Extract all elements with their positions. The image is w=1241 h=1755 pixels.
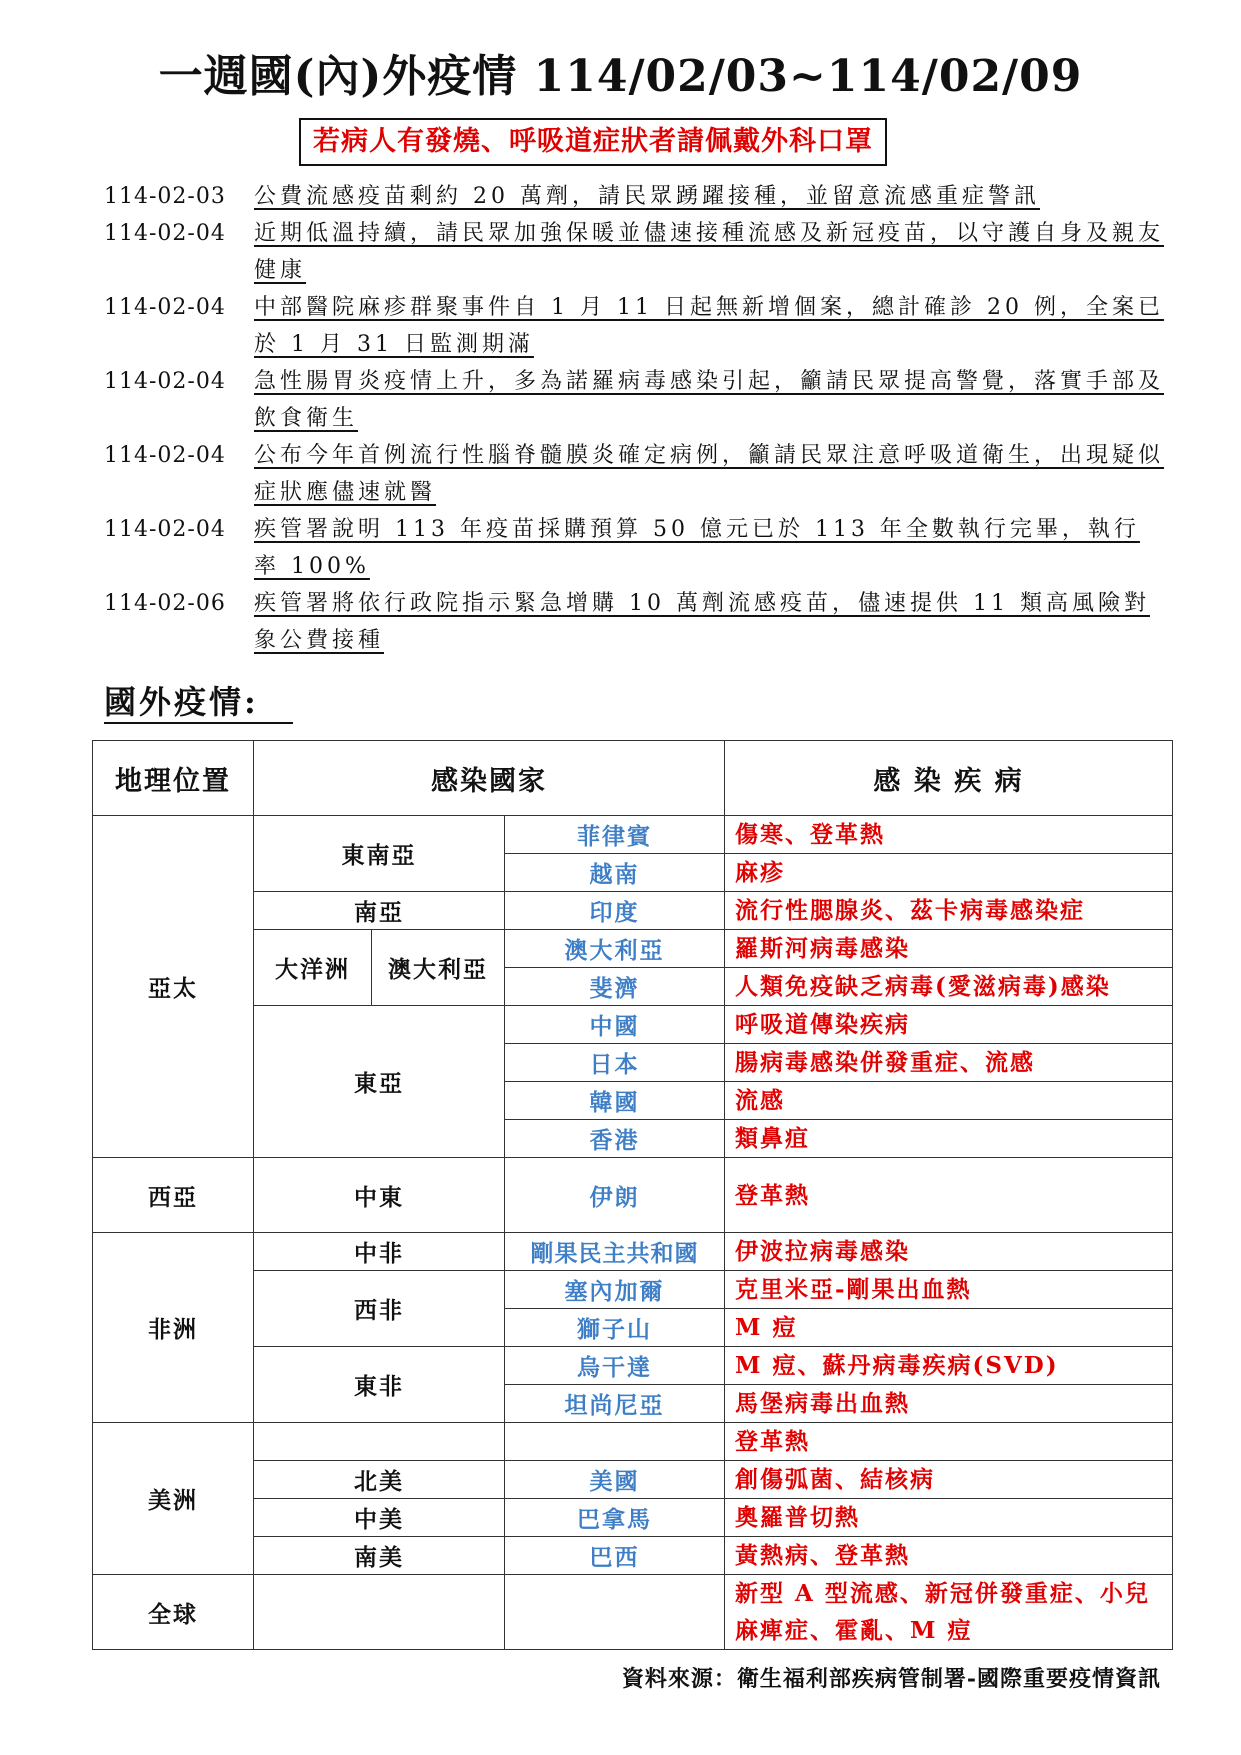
table-row [93,1423,1173,1461]
header-location: 地理位置 [93,741,254,816]
country-cell: 塞內加爾 [505,1271,725,1309]
news-text[interactable]: 急性腸胃炎疫情上升，多為諾羅病毒感染引起，籲請民眾提高警覺，落實手部及飲食衛生 [254,369,1165,431]
disease-cell: 傷寒、登革熱 [725,816,1173,854]
news-item [104,363,1164,437]
foreign-epidemic-table [92,740,1173,1650]
country-cell: 菲律賓 [505,816,725,854]
subregion-cell: 中東 [254,1158,505,1233]
header-disease: 感 染 疾 病 [725,741,1173,816]
disease-cell: 馬堡病毒出血熱 [725,1385,1173,1423]
subregion-cell [254,1423,505,1461]
table-header-row [93,741,1173,816]
disease-cell: 流感 [725,1082,1173,1120]
country-cell: 印度 [505,892,725,930]
region-cell: 亞太 [93,816,254,1158]
news-text[interactable]: 疾管署說明 113 年疫苗採購預算 50 億元已於 113 年全數執行完畢，執行率 100% [254,517,1140,579]
subregion-cell: 中美 [254,1499,505,1537]
subregion-cell [254,1575,505,1650]
region-cell: 西亞 [93,1158,254,1233]
country-cell: 伊朗 [505,1158,725,1233]
news-item [104,511,1164,585]
disease-cell: 腸病毒感染併發重症、流感 [725,1044,1173,1082]
country-cell: 剛果民主共和國 [505,1233,725,1271]
domestic-news-list [104,178,1164,659]
table-row [93,1006,1173,1044]
country-cell [505,1423,725,1461]
disease-cell: 登革熱 [725,1423,1173,1461]
country-cell: 日本 [505,1044,725,1082]
country-cell [505,1575,725,1650]
disease-cell: 人類免疫缺乏病毒(愛滋病毒)感染 [725,968,1173,1006]
page-title: 一週國(內)外疫情 114/02/03~114/02/09 [158,51,1083,102]
region-cell: 美洲 [93,1423,254,1575]
news-text[interactable]: 疾管署將依行政院指示緊急增購 10 萬劑流感疫苗，儘速提供 11 類高風險對象公費接種 [254,591,1150,653]
country-cell: 坦尚尼亞 [505,1385,725,1423]
disease-cell: 登革熱 [725,1158,1173,1233]
news-date: 114-02-04 [104,369,226,394]
country-cell: 烏干達 [505,1347,725,1385]
table-row [93,1499,1173,1537]
disease-cell: 黃熱病、登革熱 [725,1537,1173,1575]
news-date: 114-02-04 [104,517,226,542]
subregion-cell: 南亞 [254,892,505,930]
table-row [93,1233,1173,1271]
country-cell: 澳大利亞 [505,930,725,968]
table-row [93,1461,1173,1499]
table-row [93,1575,1173,1650]
country-cell: 巴西 [505,1537,725,1575]
disease-cell: 奧羅普切熱 [725,1499,1173,1537]
subregion-cell: 大洋洲 [254,930,372,1006]
disease-cell: 伊波拉病毒感染 [725,1233,1173,1271]
data-source-note: 資料來源：衛生福利部疾病管制署-國際重要疫情資訊 [621,1666,1161,1692]
table-row [93,1271,1173,1309]
disease-cell: M 痘 [725,1309,1173,1347]
table-row [93,930,1173,968]
subregion-cell: 東非 [254,1347,505,1423]
country-cell: 香港 [505,1120,725,1158]
news-date: 114-02-04 [104,221,226,246]
disease-cell: 創傷弧菌、結核病 [725,1461,1173,1499]
news-text[interactable]: 公費流感疫苗剩約 20 萬劑，請民眾踴躍接種，並留意流感重症警訊 [254,184,1040,209]
news-item [104,178,1164,215]
news-date: 114-02-04 [104,295,226,320]
disease-cell: 類鼻疽 [725,1120,1173,1158]
country-cell: 美國 [505,1461,725,1499]
country-cell: 中國 [505,1006,725,1044]
country-cell: 斐濟 [505,968,725,1006]
subregion-cell: 中非 [254,1233,505,1271]
news-text[interactable]: 中部醫院麻疹群聚事件自 1 月 11 日起無新增個案，總計確診 20 例，全案已於 1 月 31 日監測期滿 [254,295,1164,357]
news-date: 114-02-06 [104,591,226,616]
table-row [93,1347,1173,1385]
subregion-cell: 澳大利亞 [372,930,505,1006]
subregion-cell: 南美 [254,1537,505,1575]
disease-cell: 呼吸道傳染疾病 [725,1006,1173,1044]
mask-warning-banner: 若病人有發燒、呼吸道症狀者請佩戴外科口罩 [299,118,887,166]
table-row [93,892,1173,930]
region-cell: 非洲 [93,1233,254,1423]
table-row [93,1158,1173,1233]
subregion-cell: 西非 [254,1271,505,1347]
news-text[interactable]: 近期低溫持續，請民眾加強保暖並儘速接種流感及新冠疫苗，以守護自身及親友健康 [254,221,1165,283]
news-item [104,437,1164,511]
disease-cell: 羅斯河病毒感染 [725,930,1173,968]
subregion-cell: 東南亞 [254,816,505,892]
news-date: 114-02-03 [104,184,226,209]
country-cell: 獅子山 [505,1309,725,1347]
table-row [93,1537,1173,1575]
country-cell: 韓國 [505,1082,725,1120]
country-cell: 越南 [505,854,725,892]
region-cell: 全球 [93,1575,254,1650]
news-text[interactable]: 公布今年首例流行性腦脊髓膜炎確定病例，籲請民眾注意呼吸道衛生，出現疑似症狀應儘速就醫 [254,443,1165,505]
header-country: 感染國家 [254,741,725,816]
news-item [104,585,1164,659]
disease-cell: 克里米亞-剛果出血熱 [725,1271,1173,1309]
disease-cell: 新型 A 型流感、新冠併發重症、小兒麻痺症、霍亂、M 痘 [725,1575,1173,1650]
news-item [104,289,1164,363]
foreign-epidemic-heading: 國外疫情: [104,682,293,724]
subregion-cell: 北美 [254,1461,505,1499]
disease-cell: M 痘、蘇丹病毒疾病(SVD) [725,1347,1173,1385]
country-cell: 巴拿馬 [505,1499,725,1537]
disease-cell: 流行性腮腺炎、茲卡病毒感染症 [725,892,1173,930]
subregion-cell: 東亞 [254,1006,505,1158]
news-date: 114-02-04 [104,443,226,468]
news-item [104,215,1164,289]
table-row [93,816,1173,854]
disease-cell: 麻疹 [725,854,1173,892]
